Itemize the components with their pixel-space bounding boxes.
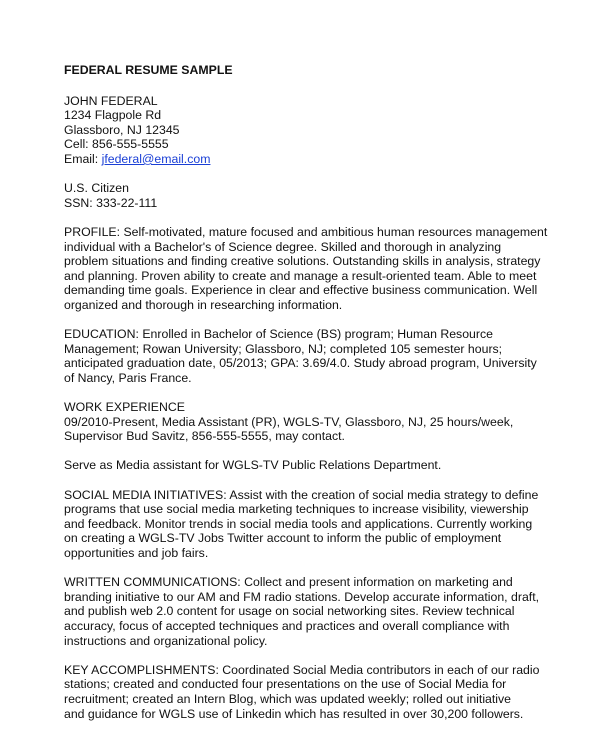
social-media-line: SOCIAL MEDIA INITIATIVES: Assist with the creation of social media strategy to define [64, 487, 539, 502]
education-line: Management; Rowan University; Glassboro, NJ; completed 105 semester hours; [64, 341, 503, 356]
key-accomplishments-line: recruitment; created an Intern Blog, which was updated weekly; rolled out initiative [64, 691, 512, 706]
profile-section [64, 224, 548, 313]
written-communications-line: and publish web 2.0 content for usage on social networking sites. Review technical [64, 604, 515, 619]
profile-line: individual with a Bachelor's of Science degree. Skilled and thorough in analyzing [64, 239, 502, 254]
document-title: FEDERAL RESUME SAMPLE [64, 63, 233, 77]
contact-city: Glassboro, NJ 12345 [64, 122, 180, 137]
work-experience-section [64, 400, 544, 444]
citizenship-block [64, 181, 544, 210]
key-accomplishments-line: stations; created and conducted four presentations on the use of Social Media for [64, 677, 507, 692]
key-accomplishments-line: and guidance for WGLS use of Linkedin which has resulted in over 30,200 followers. [64, 706, 524, 721]
written-communications-line: WRITTEN COMMUNICATIONS: Collect and present information on marketing and [64, 575, 513, 590]
social-media-section [64, 488, 544, 561]
serve-section [64, 458, 544, 473]
social-media-line: on creating a WGLS-TV Jobs Twitter account to inform the public of employment [64, 531, 502, 546]
social-media-line: programs that use social media marketing techniques to increase visibility, viewership [64, 502, 529, 517]
contact-cell: Cell: 856-555-5555 [64, 137, 169, 152]
work-experience-heading: WORK EXPERIENCE [64, 400, 185, 415]
contact-block [64, 94, 544, 167]
social-media-line: and feedback. Monitor trends in social media tools and applications. Currently working [64, 516, 533, 531]
education-line: of Nancy, Paris France. [64, 370, 192, 385]
written-communications-line: branding initiative to our AM and FM radio stations. Develop accurate information, draft, [64, 589, 540, 604]
profile-line: problem situations and finding creative solutions. Outstanding skills in analysis, strategy [64, 254, 541, 269]
written-communications-line: instructions and organizational policy. [64, 633, 268, 648]
written-communications-section [64, 575, 544, 648]
contact-name: JOHN FEDERAL [64, 93, 158, 108]
profile-line: PROFILE: Self-motivated, mature focused and ambitious human resources management [64, 224, 548, 239]
email-link[interactable]: jfederal@email.com [101, 151, 211, 166]
serve-line: Serve as Media assistant for WGLS-TV Public Relations Department. [64, 458, 442, 473]
contact-street: 1234 Flagpole Rd [64, 108, 162, 123]
profile-line: demanding time goals. Experience in clear and effective business communication. Well [64, 283, 538, 298]
contact-email-line [64, 152, 544, 167]
work-experience-line: 09/2010-Present, Media Assistant (PR), WGLS-TV, Glassboro, NJ, 25 hours/week, [64, 414, 514, 429]
resume-content [64, 63, 548, 736]
ssn: SSN: 333-22-111 [64, 195, 158, 210]
work-experience-line: Supervisor Bud Savitz, 856-555-5555, may contact. [64, 429, 345, 444]
profile-line: organized and thorough in researching information. [64, 297, 343, 312]
citizenship-status: U.S. Citizen [64, 181, 129, 196]
profile-line: and planning. Proven ability to create and manage a result-oriented team. Able to meet [64, 268, 537, 283]
written-communications-line: accuracy, focus of accepted techniques and practices and overall compliance with [64, 618, 510, 633]
email-label: Email: [64, 151, 102, 166]
education-section [64, 327, 544, 385]
key-accomplishments-line: KEY ACCOMPLISHMENTS: Coordinated Social Media contributors in each of our radio [64, 662, 540, 677]
education-line: EDUCATION: Enrolled in Bachelor of Science (BS) program; Human Resource [64, 327, 493, 342]
social-media-line: opportunities and job fairs. [64, 546, 209, 560]
key-accomplishments-section [64, 663, 544, 721]
education-line: anticipated graduation date, 05/2013; GPA: 3.69/4.0. Study abroad program, University [64, 356, 537, 371]
